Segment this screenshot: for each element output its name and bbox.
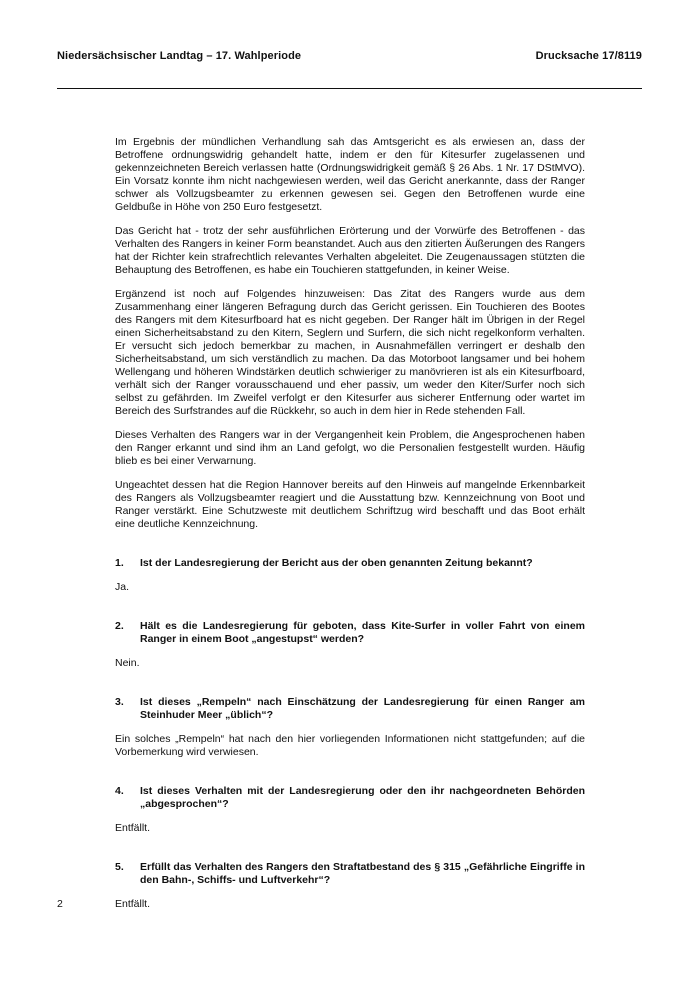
question-5 bbox=[115, 861, 585, 887]
header-title-right: Drucksache 17/8119 bbox=[535, 50, 642, 62]
document-body bbox=[115, 136, 585, 911]
question-text: Erfüllt das Verhalten des Rangers den Straftatbestand des § 315 „Gefährliche Eingriffe in den Bahn-, Schiffs- und Luftverkehr“? bbox=[140, 861, 585, 886]
question-block-5 bbox=[115, 861, 585, 911]
question-block-4 bbox=[115, 785, 585, 835]
question-1 bbox=[115, 557, 585, 570]
answer-4: Entfällt. bbox=[115, 822, 151, 834]
header-title-left: Niedersächsischer Landtag – 17. Wahlperiode bbox=[57, 50, 302, 62]
question-2 bbox=[115, 620, 585, 646]
answer-2: Nein. bbox=[115, 657, 140, 669]
question-number: 4. bbox=[115, 785, 124, 797]
question-text: Ist der Landesregierung der Bericht aus der oben genannten Zeitung bekannt? bbox=[140, 557, 533, 569]
question-text: Ist dieses Verhalten mit der Landesregierung oder den ihr nachgeordneten Behörden „abgesprochen“? bbox=[140, 785, 585, 810]
answer-5: Entfällt. bbox=[115, 898, 151, 910]
question-block-2 bbox=[115, 620, 585, 670]
body-paragraph: Das Gericht hat - trotz der sehr ausführlichen Erörterung und der Vorwürfe des Betroffenen - das Verhalten des Rangers in keiner Form beanstandet. Auch aus den zitierten Äußerungen des Rangers hat der Richter kein strafrechtlich relevantes Verhalten abgeleitet. Die Zeugenaussagen stützten die Behauptung des Betroffenen, es habe ein Touchieren stattgefunden, in keiner Weise. bbox=[115, 225, 585, 276]
question-number: 3. bbox=[115, 696, 124, 708]
question-number: 1. bbox=[115, 557, 124, 569]
header-divider bbox=[57, 88, 642, 89]
question-text: Hält es die Landesregierung für geboten, dass Kite-Surfer in voller Fahrt von einem Ranger in einem Boot „angestupst“ werden? bbox=[140, 620, 585, 645]
question-4 bbox=[115, 785, 585, 811]
page-header bbox=[57, 50, 642, 62]
body-paragraph: Dieses Verhalten des Rangers war in der Vergangenheit kein Problem, die Angesprochenen haben den Ranger erkannt und sind ihm an Land gefolgt, wo die Personalien festgestellt wurden. Häufig blieb es bei einer Verwarnung. bbox=[115, 429, 585, 467]
body-paragraph: Im Ergebnis der mündlichen Verhandlung sah das Amtsgericht es als erwiesen an, dass der Betroffene ordnungswidrig gehandelt hatte, indem er den für Kitesurfer zugelassenen und gekennzeichneten Bereich verlassen hatte (Ordnungswidrigkeit gemäß § 26 Abs. 1 Nr. 17 DStMVO). Ein Vorsatz konnte ihm nicht nachgewiesen werden, weil das Gericht anerkannte, dass der Ranger schwer als Vollzugsbeamter zu erkennen gewesen sei. Gegen den Betroffenen wurde eine Geldbuße in Höhe von 250 Euro festgesetzt. bbox=[115, 136, 585, 213]
question-number: 5. bbox=[115, 861, 124, 873]
body-paragraph: Ungeachtet dessen hat die Region Hannover bereits auf den Hinweis auf mangelnde Erkennbarkeit des Rangers als Vollzugsbeamter reagiert und die Ausstattung bzw. Kennzeichnung von Boot und Ranger verstärkt. Eine Schutzweste mit deutlichem Schriftzug wird beschafft und das Boot erhält eine deutliche Kennzeichnung. bbox=[115, 479, 585, 530]
question-block-3 bbox=[115, 696, 585, 759]
body-paragraph: Ergänzend ist noch auf Folgendes hinzuweisen: Das Zitat des Rangers wurde aus dem Zusammenhang einer längeren Befragung durch das Gericht gerissen. Ein Touchieren des Bootes des Rangers mit dem Kitesurfboard hat es nicht gegeben. Der Ranger hält im Übrigen in der Regel einen Sicherheitsabstand zu den Kitern, Seglern und Surfern, die sich nicht regelkonform verhalten. Er versucht sich jedoch bemerkbar zu machen, in Ausnahmefällen verringert er deshalb den Sicherheitsabstand, um sich verständlich zu machen. Da das Motorboot langsamer und bei hohem Wellengang und höheren Windstärken deutlich schwieriger zu manövrieren ist als ein Kitesurfboard, verhält sich der Ranger vorausschauend und eher passiv, um weder den Kiter/Surfer noch sich selbst zu gefährden. Im Zweifel verfolgt er den Kitesurfer aus sicherer Entfernung oder wartet im Bereich des Surfstrandes auf die Rückkehr, so auch in dem hier in Rede stehenden Fall. bbox=[115, 288, 585, 417]
question-text: Ist dieses „Rempeln“ nach Einschätzung der Landesregierung für einen Ranger am Steinhuder Meer „üblich“? bbox=[140, 696, 585, 721]
page-number: 2 bbox=[57, 898, 63, 910]
question-number: 2. bbox=[115, 620, 124, 632]
question-3 bbox=[115, 696, 585, 722]
answer-1: Ja. bbox=[115, 581, 130, 593]
question-block-1 bbox=[115, 557, 585, 594]
page-footer bbox=[57, 898, 63, 910]
answer-3: Ein solches „Rempeln“ hat nach den hier vorliegenden Informationen nicht stattgefunden; auf die Vorbemerkung wird verwiesen. bbox=[115, 733, 585, 758]
